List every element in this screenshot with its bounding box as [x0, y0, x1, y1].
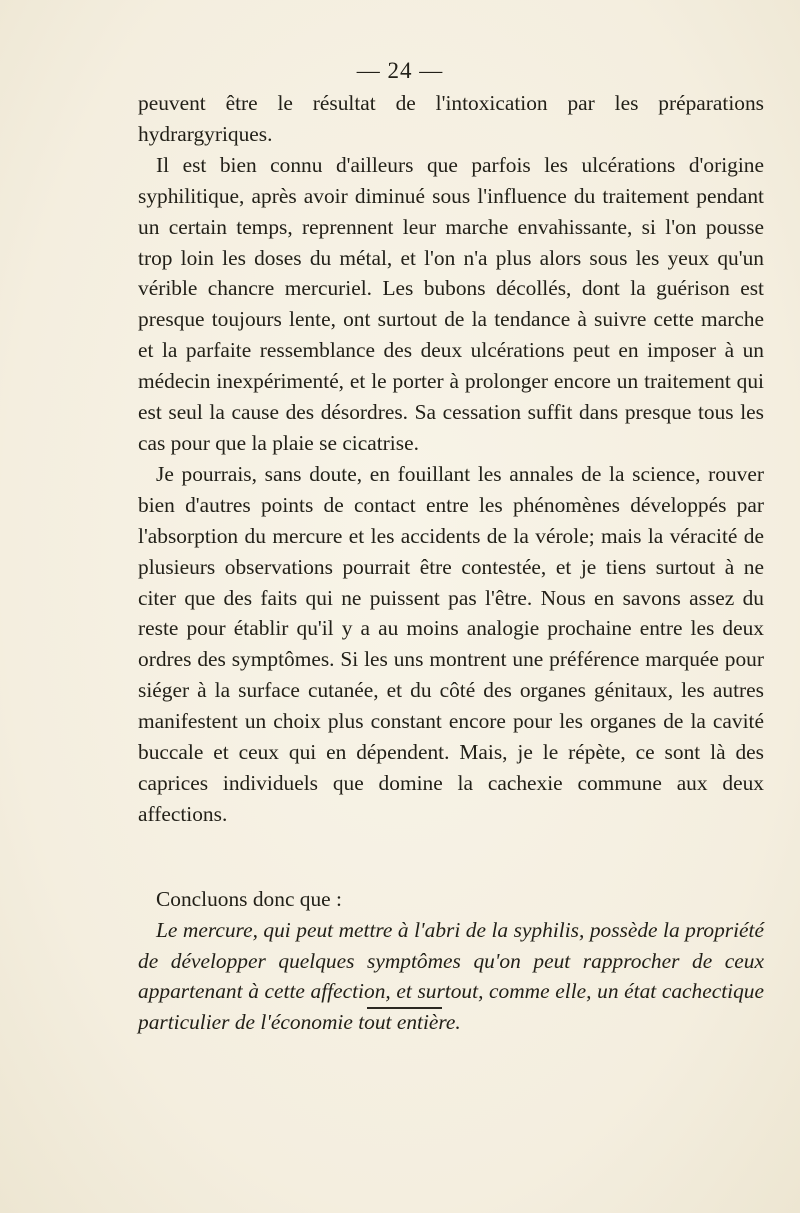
paragraph: Il est bien connu d'ailleurs que parfois les ulcérations d'origine syphilitique, après avoir diminué sous l'influence du traitement pendant un certain temps, reprennent leur marche envahissante, si l'on pousse trop loin les doses du métal, et l'on n'a plus alors sous les yeux qu'un vérible chancre mercuriel. Les bubons décollés, dont la guérison est presque toujours lente, ont surtout de la tendance à suivre cette marche et la parfaite ressemblance des deux ulcérations peut en imposer à un médecin inexpérimenté, et le porter à prolonger encore un traitement qui est seul la cause des désordres. Sa cessation suffit dans presque tous les cas pour que la plaie se cicatrise.	[138, 152, 764, 455]
end-rule	[367, 1007, 442, 1009]
paragraph: Je pourrais, sans doute, en fouillant les annales de la science, rouver bien d'autres points de contact entre les phénomènes développés par l'absorption du mercure et les accidents de la vérole; mais la véracité de plusieurs observations pourrait être contestée, et je tiens surtout à ne citer que des faits qui ne puissent pas l'être. Nous en savons assez du reste pour établir qu'il y a au moins analogie prochaine entre les deux ordres des symptômes. Si les uns montrent une préférence marquée pour siéger à la surface cutanée, et du côté des organes génitaux, les autres manifestent un choix plus constant encore pour les organes de la cavité buccale et ceux qui en dépendent. Mais, je le répète, ce sont là des caprices individuels que domine la cachexie commune aux deux affections.	[138, 461, 764, 826]
conclusion-text: Le mercure, qui peut mettre à l'abri de la syphilis, possède la propriété de développer quelques symptômes qu'on peut rapprocher de ceux appartenant à cette affection, et surtout, comme elle, un état cachectique particulier de l'économie tout entière.	[138, 917, 764, 1035]
conclusion-intro: Concluons donc que :	[156, 886, 342, 911]
body-text	[138, 88, 764, 1038]
section-spacer	[138, 830, 764, 884]
paragraph: peuvent être le résultat de l'intoxication par les préparations hydrargyriques.	[138, 91, 764, 146]
page-number: — 24 —	[356, 58, 444, 83]
